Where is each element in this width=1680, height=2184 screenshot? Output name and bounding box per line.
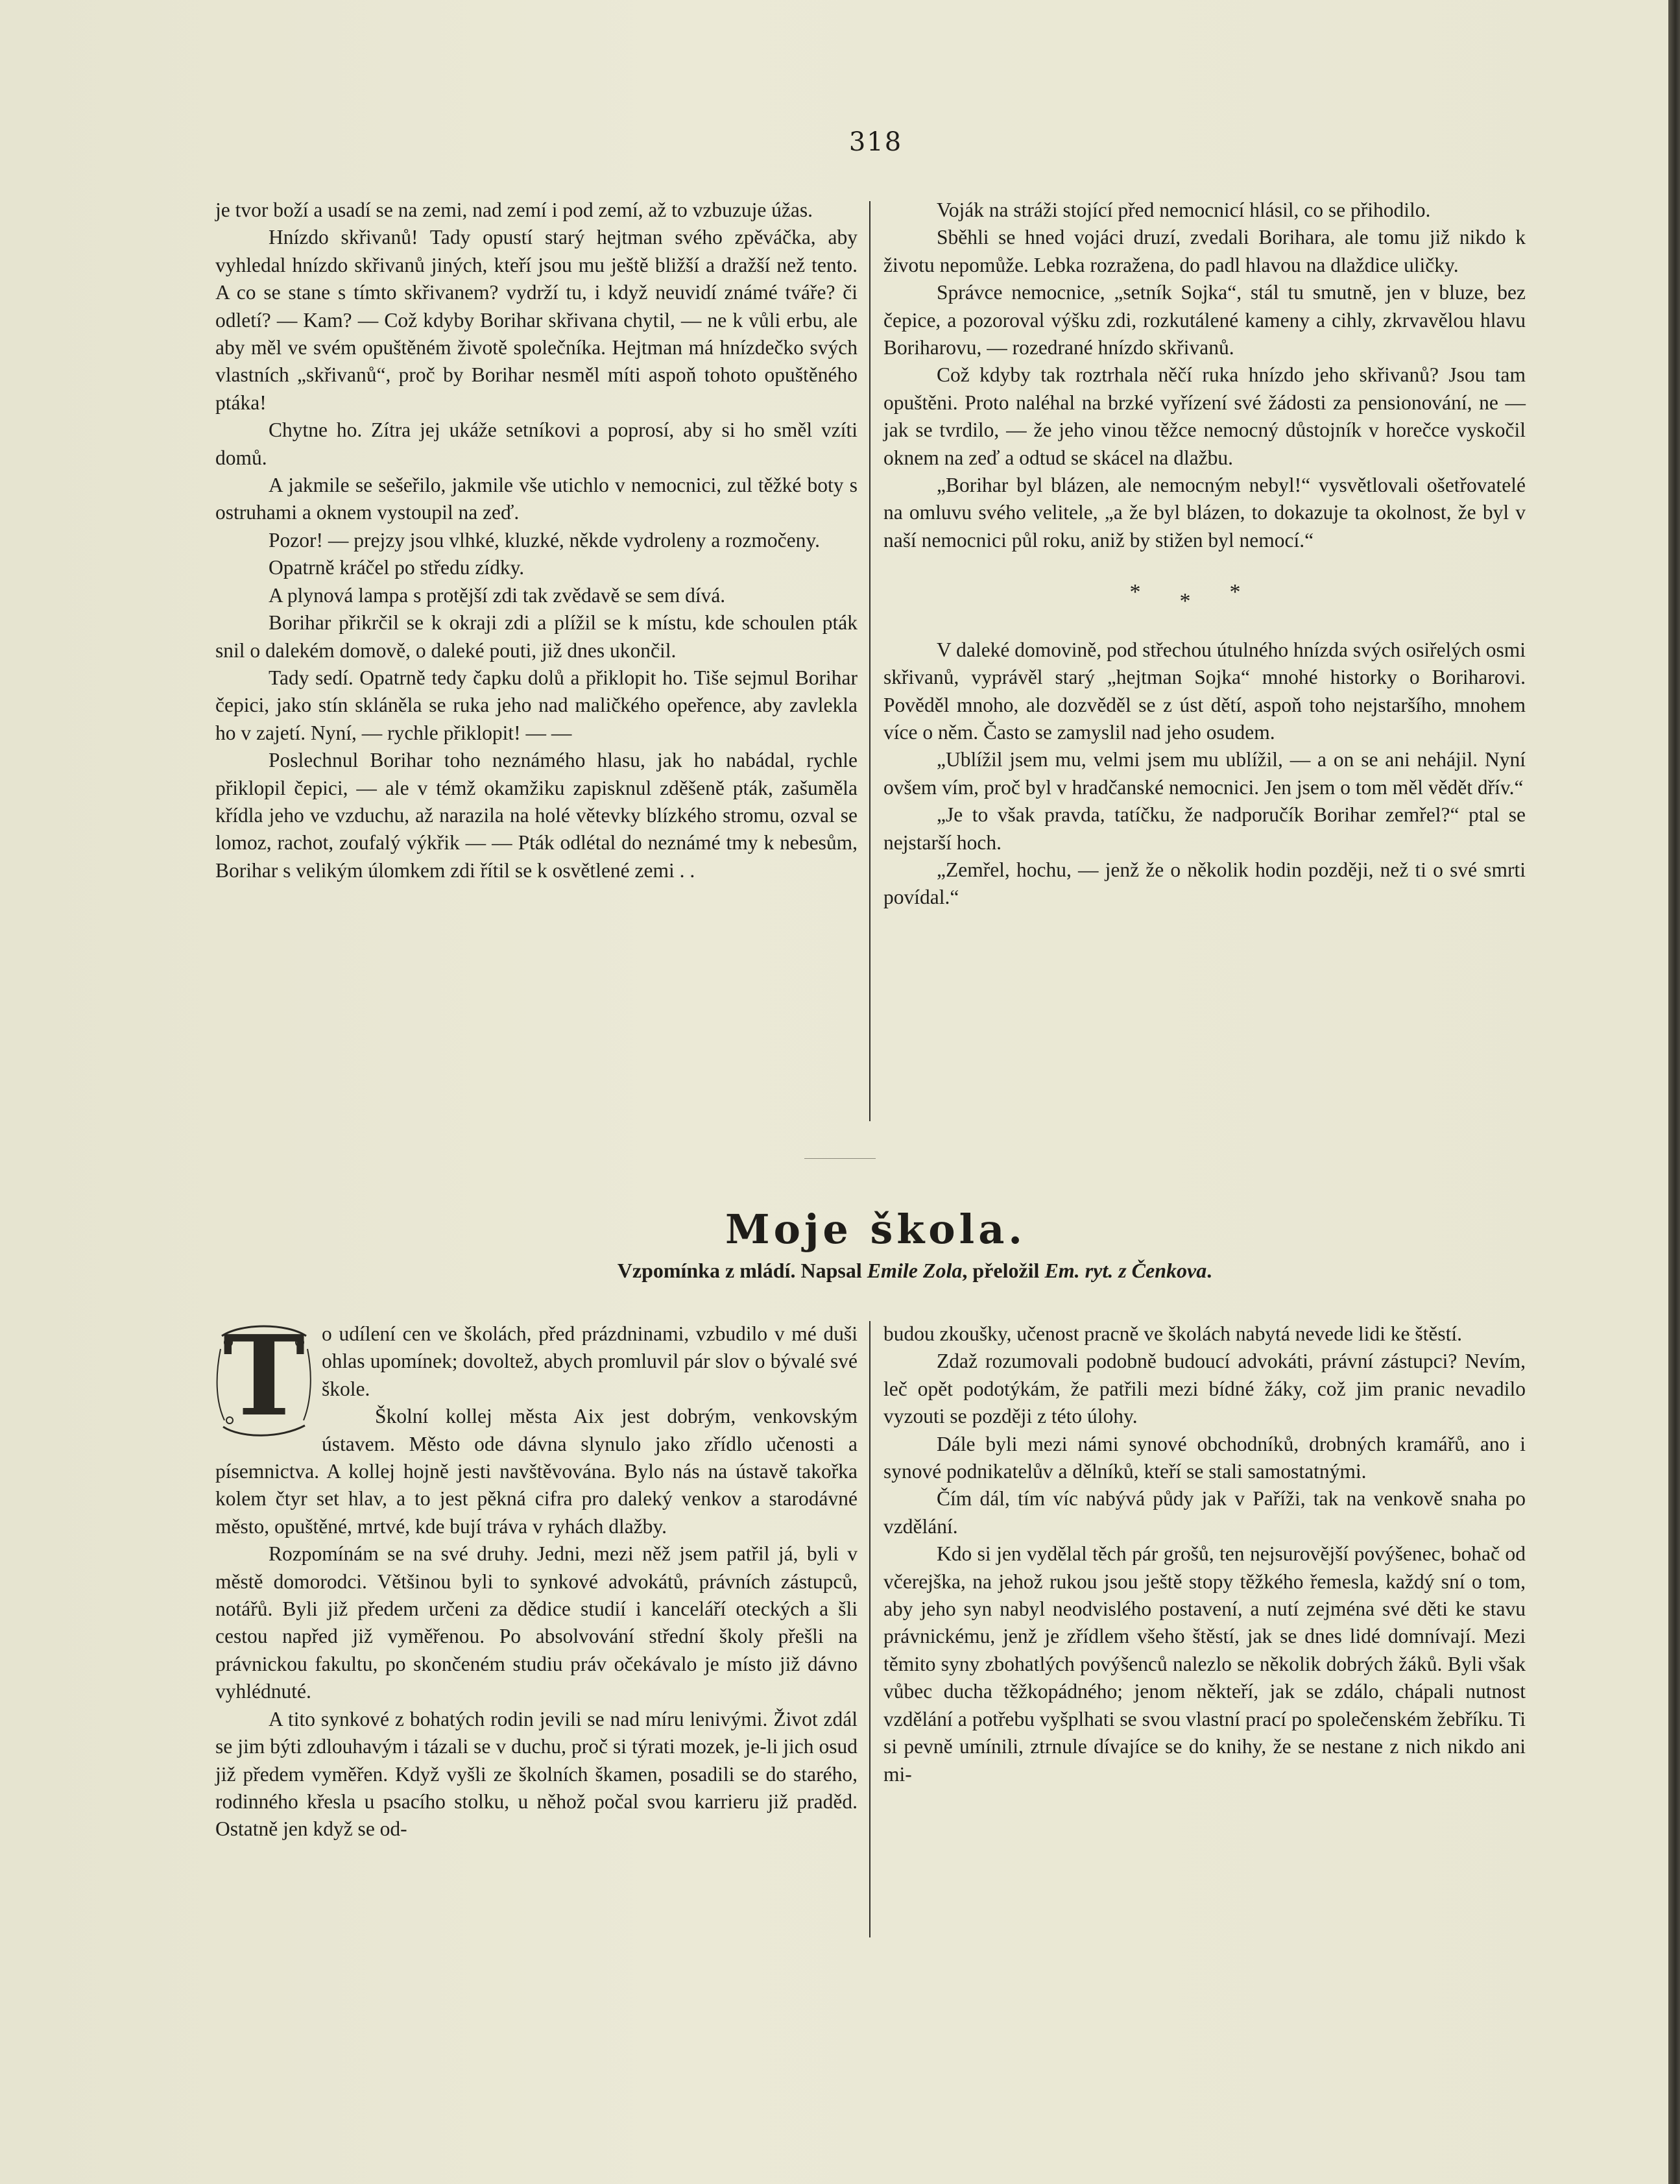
separator-star: * [1129, 580, 1180, 605]
paragraph: budou zkoušky, učenost pracně ve školách nabytá nevede lidi ke štěstí. [883, 1322, 1462, 1345]
paragraph: „Borihar byl blázen, ale nemocným nebyl!“ vysvětlovali ošetřovatelé na omluvu svého velitele, „a že byl blázen, to dokazuje ta okolnost, že byl v naší nemocnici půl roku, aniž by stižen byl nemocí.“ [883, 474, 1526, 552]
subtitle-middle: , přeložil [962, 1259, 1045, 1282]
first-paragraph [215, 1311, 858, 1441]
paragraph: Chytne ho. Zítra jej ukáže setníkovi a poprosí, aby si ho směl vzíti domů. [215, 419, 858, 469]
paragraph: Pozor! — prejzy jsou vlhké, kluzké, někde vydroleny a rozmočeny. [269, 528, 820, 552]
paragraph: Čím dál, tím víc nabývá půdy jak v Paříži, tak na venkově snaha po vzdělání. [883, 1487, 1526, 1538]
paragraph: Opatrně kráčel po středu zídky. [269, 556, 525, 579]
separator-star: * [1179, 589, 1230, 614]
subtitle-end: . [1206, 1259, 1212, 1282]
paragraph: Sběhli se hned vojáci druzí, zvedali Borihara, ale tomu již nikdo k životu nepomůže. Lebka rozražena, do padl hlavou na dlaždice uličky. [883, 226, 1526, 276]
paragraph: „Je to však pravda, tatíčku, že nadporučík Borihar zemřel?“ ptal se nejstarší hoch. [883, 803, 1526, 854]
paragraph: je tvor boží a usadí se na zemi, nad zemí i pod zemí, až to vzbuzuje úžas. [215, 199, 813, 221]
paragraph: Správce nemocnice, „setník Sojka“, stál tu smutně, jen v bluze, bez čepice, a pozoroval výšku zdi, rozkutálené kameny a cihly, zkrvavělou hlavu Boriharovu, — rozedrané hnízdo skřivanů. [883, 281, 1526, 359]
separator-star: * [1229, 580, 1280, 605]
article-left-column [215, 1311, 858, 1843]
column-rule-top [869, 201, 870, 1121]
article-subtitle [506, 1259, 1323, 1283]
paragraph: Hnízdo skřivanů! Tady opustí starý hejtman svého zpěváčka, aby vyhledal hnízdo skřivanů jiných, kteří jsou mu ještě bližší a dražší než tento. A co se stane s tímto skřivanem? vydrží tu, i když neuvidí známé tváře? či odletí? — Kam? — Což kdyby Borihar skřivana chytil, — ne k vůli erbu, ale aby měl ve svém opuštěném životě společníka. Hejtman má hnízdečko svých vlastních „skřivanů“, proč by Borihar nesměl míti aspoň tohoto opuštěného ptáka! [215, 226, 858, 414]
paragraph: A jakmile se sešeřilo, jakmile vše utichlo v nemocnici, zul těžké boty s ostruhami a oknem vystoupil na zeď. [215, 474, 858, 524]
paragraph: Dále byli mezi námi synové obchodníků, drobných kramářů, ano i synové podnikatelův a dělníků, kteří se stali samostatnými. [883, 1432, 1526, 1483]
column-rule-bottom [869, 1321, 870, 1937]
paragraph: V daleké domovině, pod střechou útulného hnízda svých osiřelých osmi skřivanů, vyprávěl starý „hejtman Sojka“ mnohé historky o Boriharovi. Pověděl mnoho, ale dozvěděl se z úst dětí, aspoň toho nejstaršího, mnohem více o něm. Často se zamyslil nad jeho osudem. [883, 638, 1526, 744]
drop-cap-letter: T [222, 1311, 306, 1441]
paragraph: Kdo si jen vydělal těch pár grošů, ten nejsurovější povýšenec, bohač od včerejška, na jehož rukou jsou ještě stopy těžkého řemesla, každý sní o tom, aby jeho syn nabyl neodvislého postavení, a nutí zejména své děti ke stavu právnickému, jenž je zřídlem všeho štěstí, jak se dnes lidé domnívají. Mezi těmito syny zbohatlých povýšenců nalezlo se několik dobrých žáků. Byli však vůbec ducha těžkopádného; jenom někteří, jak se zdálo, chápali nutnost vzdělání a potřebu vyšplhati se svou vlastní prací po společenském žebříku. Ti si pevně umínili, ztrnule dívajíce se do knihy, že se nestane z nich nikdo ani mi- [883, 1542, 1526, 1786]
paragraph: Poslechnul Borihar toho neznámého hlasu, jak ho nabádal, rychle přiklopil čepici, — ale v témž okamžiku zapisknul zděšeně pták, zašuměla křídla jeho ve vzduchu, až narazila na holé větevky blízkého stromu, ozval se lomoz, rachot, zoufalý výkřik — — Pták odlétal do neznámé tmy k nebesům, Borihar s velikým úlomkem zdi řítil se k osvětlené zemi . . [215, 749, 858, 882]
paragraph: Rozpomínám se na své druhy. Jedni, mezi něž jsem patřil já, byli v městě domorodci. Většinou byli to synkové advokátů, právních zástupců, notářů. Byli již předem určeni za dědice studií i kanceláří oteckých a šli cestou napřed již vyměřenou. Po absolvování střední školy přešli na právnickou fakultu, po skončeném studiu práv očekávalo je místo již dávno vyhlédnuté. [215, 1542, 858, 1703]
page-number: 318 [848, 127, 903, 157]
article-title: Moje škola. [725, 1206, 1026, 1253]
subtitle-prefix: Vzpomínka z mládí. Napsal [617, 1259, 867, 1282]
paragraph: „Ublížil jsem mu, velmi jsem mu ublížil, — a on se ani nehájil. Nyní ovšem vím, proč byl v hradčanské nemocnici. Jen jsem o tom měl vědět dřív.“ [883, 748, 1526, 799]
paragraph: Borihar přikrčil se k okraji zdi a plížil se k místu, kde schoulen pták snil o dalekém domově, o daleké pouti, již dnes ukončil. [215, 611, 858, 662]
section-divider [804, 1158, 876, 1159]
drop-cap [215, 1311, 313, 1441]
page-edge [1668, 0, 1680, 2184]
top-right-column [883, 197, 1526, 912]
paragraph: A plynová lampa s protější zdi tak zvědavě se sem dívá. [269, 583, 726, 607]
paragraph: Zdaž rozumovali podobně budoucí advokáti, právní zástupci? Nevím, leč opět podotýkám, že patřili mezi bídné žáky, což jim pranic nevadilo vyzouti se později z této úlohy. [883, 1350, 1526, 1428]
article-right-column [883, 1320, 1526, 1788]
paragraph: Voják na stráži stojící před nemocnicí hlásil, co se přihodilo. [937, 199, 1431, 221]
translator-name: Em. ryt. z Čenkova [1044, 1259, 1207, 1282]
section-separator [883, 579, 1526, 614]
paragraph: „Zemřel, hochu, — jenž že o několik hodin později, než ti o své smrti povídal.“ [883, 858, 1526, 909]
right-column-after-stars [883, 637, 1526, 912]
right-column-before-stars [883, 197, 1526, 554]
author-name: Emile Zola [867, 1259, 963, 1282]
first-paragraph-text: o udílení cen ve školách, před prázdninami, vzbudilo v mé duši ohlas upomínek; dovoltež, abych promluvil pár slov o bývalé své škole. [322, 1322, 858, 1400]
paragraph: Což kdyby tak roztrhala něčí ruka hnízdo jeho skřivanů? Jsou tam opuštěni. Proto naléhal na brzké vyřízení své žádosti za pensionování, ne — jak se tvrdilo, — že jeho vinou těžce nemocný důstojník v horečce vyskočil oknem na zeď a odtud se skácel na dlažbu. [883, 363, 1526, 469]
paragraph: Tady sedí. Opatrně tedy čapku dolů a přiklopit ho. Tiše sejmul Borihar čepici, jako stín skláněla se ruka jeho nad maličkého opeřence, aby zavlekla ho v zajetí. Nyní, — rychle přiklopit! — — [215, 666, 858, 744]
top-left-column [215, 197, 858, 884]
paragraph: Školní kollej města Aix jest dobrým, venkovským ústavem. Město ode dávna slynulo jako zřídlo učenosti a písemnictva. A kollej hojně jesti navštěvována. Bylo nás na ústavě takořka kolem čtyr set hlav, a to jest pěkná cifra pro daleký venkov a starodávné město, opuštěné, mrtvé, kde bují tráva v ryhách dlažby. [215, 1405, 858, 1538]
article-left-paragraphs [215, 1403, 858, 1843]
paragraph: A tito synkové z bohatých rodin jevili se nad míru lenivými. Život zdál se jim býti zdlouhavým i tázali se v duchu, proč si týrati mozek, je-li jich osud již předem vyměřen. Když vyšli ze školních škamen, posadili se do starého, rodinného křesla u psacího stolku, u něhož počal svou karrieru již praděd. Ostatně jen když se od- [215, 1707, 858, 1841]
